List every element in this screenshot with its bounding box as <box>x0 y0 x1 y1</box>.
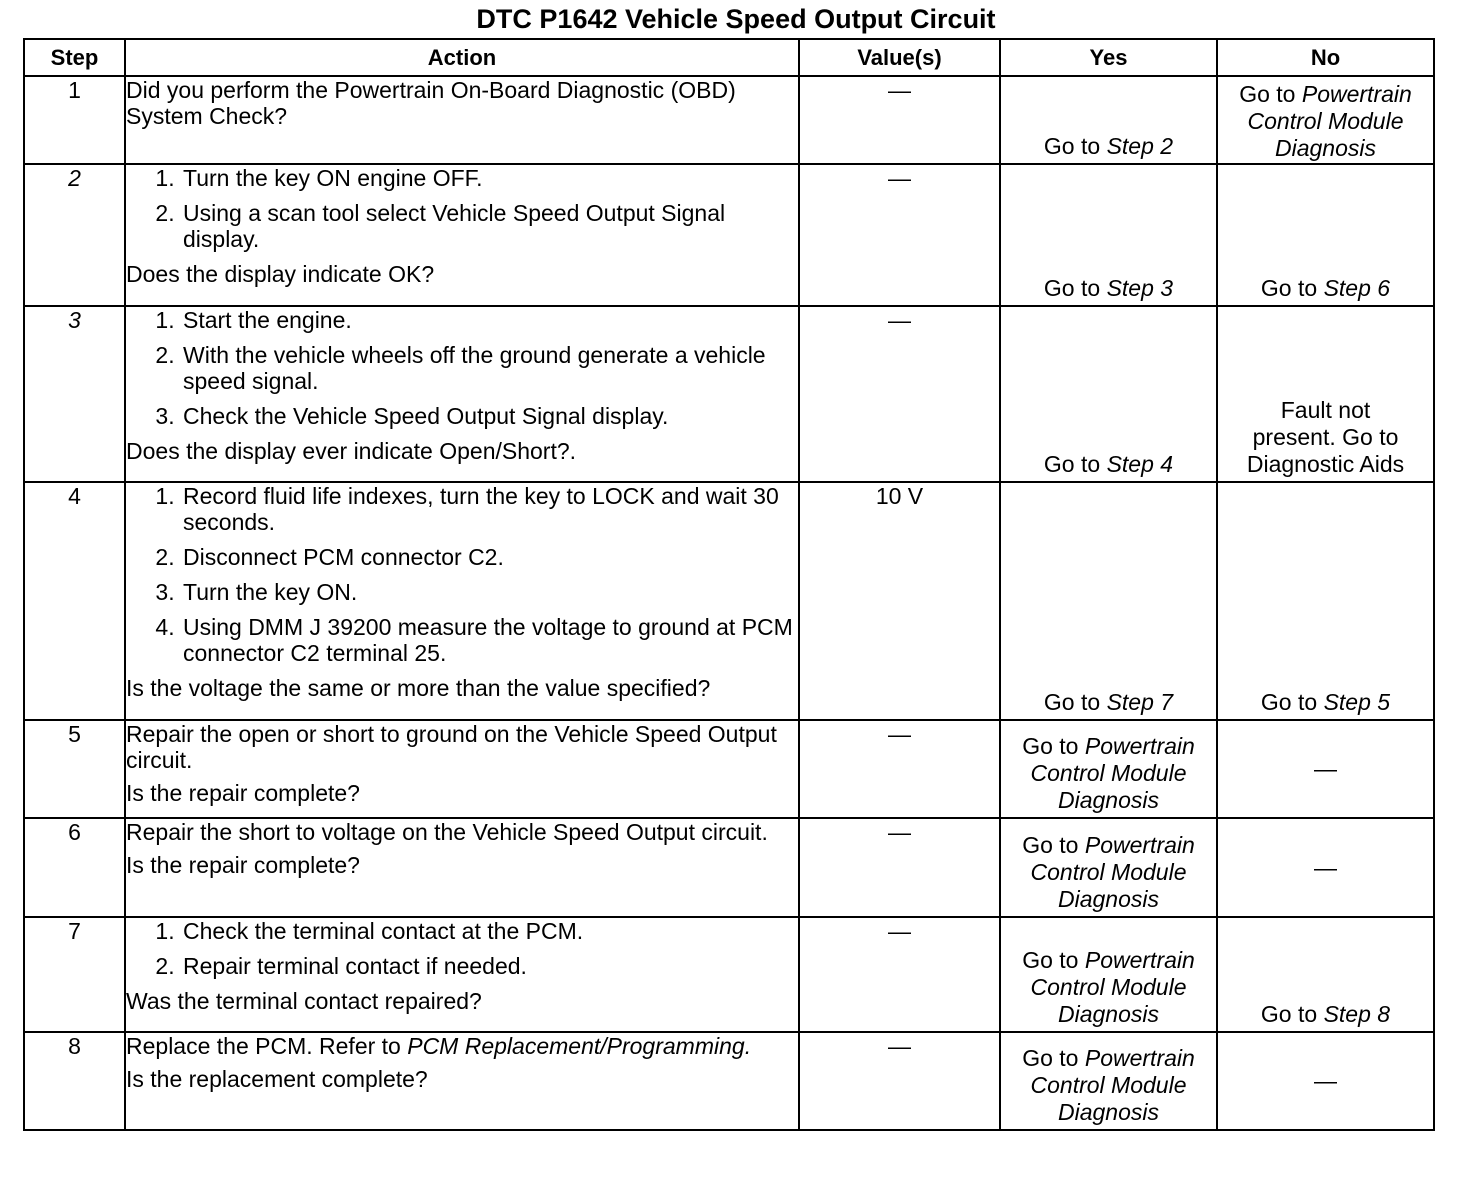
action-step-item: 1. Check the terminal contact at the PCM. <box>181 918 798 944</box>
go-to-text: Go to <box>1260 1001 1318 1027</box>
no-target-link[interactable]: Step 8 <box>1323 1001 1391 1027</box>
action-step-item: 2. Disconnect PCM connector C2. <box>181 544 798 570</box>
action-steps-list <box>126 483 798 666</box>
go-to-text: Go to <box>1043 133 1101 159</box>
pcm-diagnosis-link-line1[interactable]: Powertrain <box>1084 1045 1195 1071</box>
step-number: 4 <box>24 482 125 720</box>
value-cell: — <box>799 917 1000 1032</box>
action-steps-list <box>126 918 798 979</box>
yes-cell <box>1000 917 1217 1032</box>
yes-target-link[interactable]: Step 7 <box>1106 689 1174 715</box>
go-to-text: Go to <box>1022 947 1079 973</box>
no-cell <box>1217 818 1434 917</box>
table-row <box>24 917 1434 1032</box>
pcm-diagnosis-link-line2[interactable]: Control Module <box>1030 859 1187 885</box>
value-cell: — <box>799 76 1000 164</box>
go-to-text: Go to <box>1022 733 1079 759</box>
action-step-item: 1. Record fluid life indexes, turn the key to LOCK and wait 30 seconds. <box>181 483 798 535</box>
table-row <box>24 482 1434 720</box>
action-cell <box>125 720 799 818</box>
action-question: Does the display indicate OK? <box>126 261 435 287</box>
page-title: DTC P1642 Vehicle Speed Output Circuit <box>476 4 996 34</box>
value-cell: — <box>799 720 1000 818</box>
pcm-diagnosis-link-line2[interactable]: Control Module <box>1030 974 1187 1000</box>
value-cell: — <box>799 818 1000 917</box>
yes-cell <box>1000 164 1217 306</box>
pcm-diagnosis-link-line1[interactable]: Powertrain <box>1084 947 1195 973</box>
value-cell: — <box>799 1032 1000 1130</box>
action-cell <box>125 306 799 482</box>
table-row <box>24 164 1434 306</box>
pcm-diagnosis-link-line3[interactable]: Diagnosis <box>1058 787 1159 813</box>
step-number: 5 <box>24 720 125 818</box>
header-yes: Yes <box>1000 39 1217 76</box>
value-cell: — <box>799 164 1000 306</box>
action-step-item: 1. Turn the key ON engine OFF. <box>181 165 798 191</box>
no-text-line: Fault not <box>1280 397 1371 423</box>
action-cell <box>125 818 799 917</box>
pcm-diagnosis-link-line2[interactable]: Control Module <box>1030 760 1187 786</box>
action-cell <box>125 482 799 720</box>
no-cell <box>1217 720 1434 818</box>
table-row <box>24 306 1434 482</box>
no-target-link[interactable]: Step 6 <box>1323 275 1391 301</box>
no-value: — <box>1314 1067 1337 1094</box>
diagnostic-aids-link[interactable]: Diagnostic Aids <box>1246 451 1405 477</box>
table-row <box>24 1032 1434 1130</box>
yes-cell <box>1000 1032 1217 1130</box>
action-cell <box>125 76 799 164</box>
action-cell <box>125 917 799 1032</box>
go-to-text: Go to <box>1260 689 1318 715</box>
go-to-text: Go to <box>1260 275 1318 301</box>
header-action: Action <box>125 39 799 76</box>
pcm-diagnosis-link-line2[interactable]: Control Module <box>1247 108 1404 134</box>
action-step-item: 2. Repair terminal contact if needed. <box>181 953 798 979</box>
step-number: 3 <box>24 306 125 482</box>
go-to-text: Go to <box>1043 689 1101 715</box>
action-steps-list <box>126 165 798 252</box>
go-to-text: Go to <box>1022 832 1079 858</box>
action-step-item: 3. Turn the key ON. <box>181 579 798 605</box>
yes-cell <box>1000 76 1217 164</box>
no-value: — <box>1314 755 1337 782</box>
pcm-diagnosis-link-line1[interactable]: Powertrain <box>1084 832 1195 858</box>
action-text: Replace the PCM. Refer to <box>126 1033 401 1059</box>
step-number: 2 <box>24 164 125 306</box>
go-to-text: Go to <box>1239 81 1296 107</box>
yes-cell <box>1000 306 1217 482</box>
step-number: 8 <box>24 1032 125 1130</box>
yes-cell <box>1000 482 1217 720</box>
action-question: Is the repair complete? <box>126 780 360 806</box>
action-text: Did you perform the Powertrain On-Board Diagnostic (OBD) System Check? <box>126 77 736 129</box>
pcm-diagnosis-link-line1[interactable]: Powertrain <box>1301 81 1412 107</box>
table-row <box>24 818 1434 917</box>
action-cell <box>125 164 799 306</box>
table-row <box>24 720 1434 818</box>
pcm-replacement-link[interactable]: PCM Replacement/Programming. <box>407 1033 752 1059</box>
no-text-line: present. Go to <box>1252 424 1399 450</box>
pcm-diagnosis-link-line2[interactable]: Control Module <box>1030 1072 1187 1098</box>
go-to-text: Go to <box>1043 451 1101 477</box>
action-step-item: 2. With the vehicle wheels off the ground generate a vehicle speed signal. <box>181 342 798 394</box>
no-cell <box>1217 306 1434 482</box>
step-number: 7 <box>24 917 125 1032</box>
action-cell <box>125 1032 799 1130</box>
table-row <box>24 76 1434 164</box>
pcm-diagnosis-link-line3[interactable]: Diagnosis <box>1058 1099 1159 1125</box>
action-text: Repair the open or short to ground on the Vehicle Speed Output circuit. <box>126 721 777 773</box>
value-cell: — <box>799 306 1000 482</box>
action-question: Was the terminal contact repaired? <box>126 988 482 1014</box>
pcm-diagnosis-link-line1[interactable]: Powertrain <box>1084 733 1195 759</box>
table-header-row <box>24 39 1434 76</box>
action-question: Does the display ever indicate Open/Short?. <box>126 438 577 464</box>
step-number: 1 <box>24 76 125 164</box>
yes-target-link[interactable]: Step 2 <box>1106 133 1174 159</box>
diagnostic-table <box>23 38 1435 1131</box>
pcm-diagnosis-link-line3[interactable]: Diagnosis <box>1275 135 1376 161</box>
step-number: 6 <box>24 818 125 917</box>
yes-target-link[interactable]: Step 3 <box>1106 275 1174 301</box>
pcm-diagnosis-link-line3[interactable]: Diagnosis <box>1058 886 1159 912</box>
no-cell <box>1217 1032 1434 1130</box>
go-to-text: Go to <box>1022 1045 1079 1071</box>
yes-cell <box>1000 720 1217 818</box>
header-no: No <box>1217 39 1434 76</box>
action-step-item: 3. Check the Vehicle Speed Output Signal display. <box>181 403 798 429</box>
action-steps-list <box>126 307 798 429</box>
action-question: Is the voltage the same or more than the value specified? <box>126 675 711 701</box>
no-value: — <box>1314 854 1337 880</box>
action-step-item: 1. Start the engine. <box>181 307 798 333</box>
action-text: Repair the short to voltage on the Vehicle Speed Output circuit. <box>126 819 768 845</box>
no-cell <box>1217 917 1434 1032</box>
go-to-text: Go to <box>1043 275 1101 301</box>
pcm-diagnosis-link-line3[interactable]: Diagnosis <box>1058 1001 1159 1027</box>
action-question: Is the repair complete? <box>126 852 360 878</box>
yes-cell <box>1000 818 1217 917</box>
header-values: Value(s) <box>799 39 1000 76</box>
action-step-item: 4. Using DMM J 39200 measure the voltage to ground at PCM connector C2 terminal 25. <box>181 614 798 666</box>
no-cell <box>1217 482 1434 720</box>
no-cell <box>1217 164 1434 306</box>
action-question: Is the replacement complete? <box>126 1066 428 1092</box>
header-step: Step <box>24 39 125 76</box>
no-cell <box>1217 76 1434 164</box>
no-target-link[interactable]: Step 5 <box>1323 689 1391 715</box>
action-step-item: 2. Using a scan tool select Vehicle Speed Output Signal display. <box>181 200 798 252</box>
yes-target-link[interactable]: Step 4 <box>1106 451 1174 477</box>
value-cell: 10 V <box>799 482 1000 720</box>
